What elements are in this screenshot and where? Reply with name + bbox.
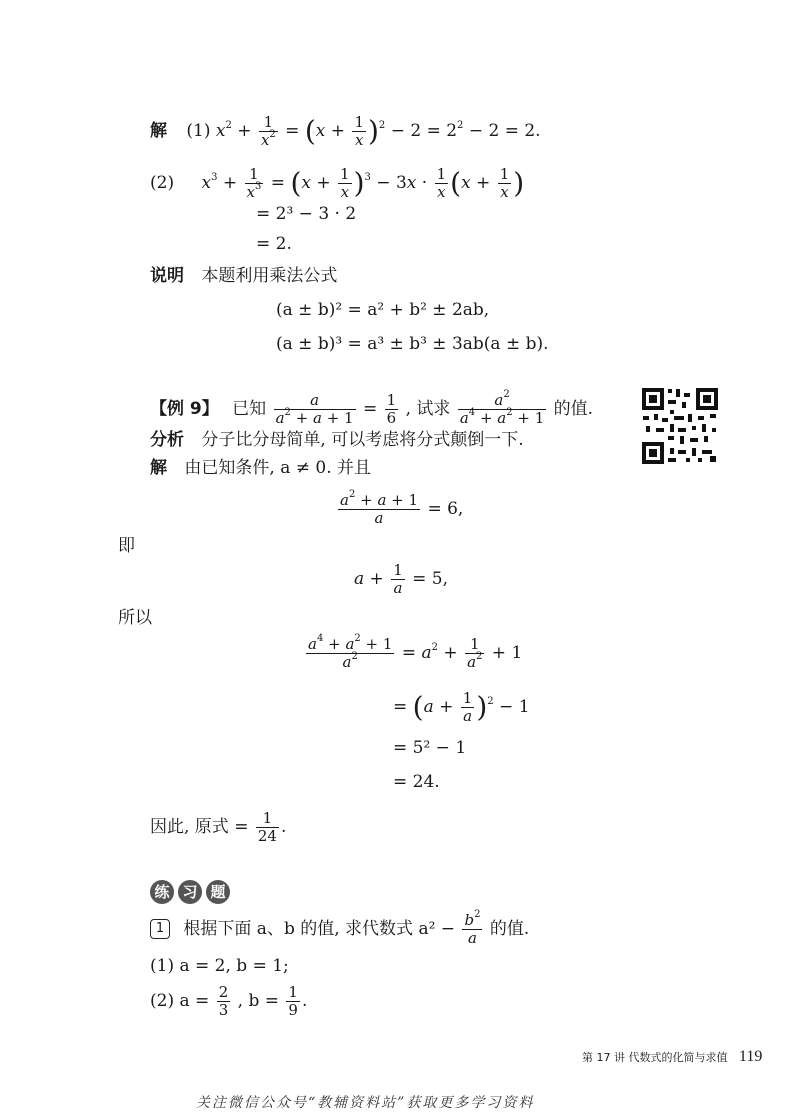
ji-label: 即 [118,536,135,556]
exercise-badge-1: 练 [150,880,174,904]
equation-ratio-6: $\frac{a^2 + a + 1}{a}$ = 6, [340,489,464,527]
note-formula-1: (a ± b)² = a² + b² ± 2ab, [276,300,490,320]
page-number: 119 [738,1048,763,1065]
derivation-step-4: = 24. [393,772,440,792]
note-line [150,268,337,285]
example-9-lead: 已知 [232,398,267,419]
solution-line-2 [150,166,524,201]
analysis-line [150,432,524,449]
exercise-1-part-1: (1) a = 2, b = 1; [150,956,289,976]
target-fraction: $\frac{a^2}{a^4 + a^2 + 1}$ [459,389,545,427]
exercise-1-part-2-mid: , b = [237,990,279,1011]
analysis-text: 分子比分母简单, 可以考虑将分式颠倒一下. [201,430,524,450]
derivation-step-3: = 5² − 1 [393,738,467,758]
given-value-fraction: $\frac{1}{6}$ [386,391,397,427]
given-fraction: $\frac{a}{a^2 + a + 1}$ [275,391,354,427]
exercises-heading [150,880,234,904]
solution-label: 解 [150,120,167,141]
qr-code-icon [640,386,720,466]
exercise-1-number: 1 [150,919,170,939]
conclusion-lead: 因此, 原式 = [150,816,249,837]
part-1-number: (1) [186,120,211,141]
conclusion-line: 因此, 原式 = $\frac{1}{24}$ . [150,809,287,845]
footer-chapter: 第 17 讲 代数式的化简与求值 119 [582,1048,763,1065]
derivation-step-1: $\frac{a^4 + a^2 + 1}{a^2}$ = $a^2$ + $\frac{1}{a^2}$ + 1 [308,633,523,671]
analysis-label: 分析 [150,430,184,450]
formula-1: $x^2$ + $\frac{1}{x^2}$ = (x + $\frac{1}{x}$ )$^2 - 2 = 2^2 - 2 = 2$. [215,113,541,149]
exercise-1-part-2: (2) a = $\frac{2}{3}$ , b = $\frac{1}{9}$ . [150,983,308,1019]
exercise-badge-2: 习 [178,880,202,904]
solution-9-label: 解 [150,458,167,478]
footer-banner: 关注微信公众号“教辅资料站”获取更多学习资料 [196,1095,535,1111]
solution-9-text: 由已知条件, a ≠ 0. 并且 [184,458,372,478]
example-9-mid: , 试求 [405,398,451,419]
part-2-number: (2) [150,172,175,193]
note-text: 本题利用乘法公式 [201,266,338,286]
equation-sum-5: a + $\frac{1}{a}$ = 5, [354,561,449,597]
solution-line-1 [150,114,541,149]
example-9-label: 【例 9】 [150,398,219,419]
exercise-1-part-2-lead: (2) a = [150,990,210,1011]
derivation-step-2: = (a + $\frac{1}{a}$ )$^2$ − 1 [393,689,530,725]
formula-2: $x^3$ + $\frac{1}{x^3}$ = (x + $\frac{1}{x}$ )$^3$ − 3x · $\frac{1}{x}$ (x + $\frac{1}{x}$ ) [201,165,525,201]
conclusion-fraction: $\frac{1}{24}$ [257,809,277,845]
exercise-badge-3: 题 [206,880,230,904]
example-9-line: 【例 9】 已知 $\frac{a}{a^2 + a + 1}$ = $\frac{1}{6}$ , 试求 $\frac{a^2}{a^4 + a^2 + 1}$ 的值. [150,389,594,427]
suoyi-label: 所以 [118,608,152,628]
exercise-1-text-b: 的值. [489,918,530,939]
solution-step-2b: = 2³ − 3 · 2 [256,204,357,224]
solution-step-2c: = 2. [256,234,292,254]
note-formula-2: (a ± b)³ = a³ ± b³ ± 3ab(a ± b). [276,334,549,354]
exercise-1-text-a: 根据下面 a、b 的值, 求代数式 a² − [183,918,456,939]
note-label: 说明 [150,266,184,286]
exercise-1-line [150,909,530,947]
example-9-tail: 的值. [553,398,594,419]
exercise-1-fraction: $\frac{b^2}{a}$ [464,909,481,947]
solution-9-line [150,460,371,477]
